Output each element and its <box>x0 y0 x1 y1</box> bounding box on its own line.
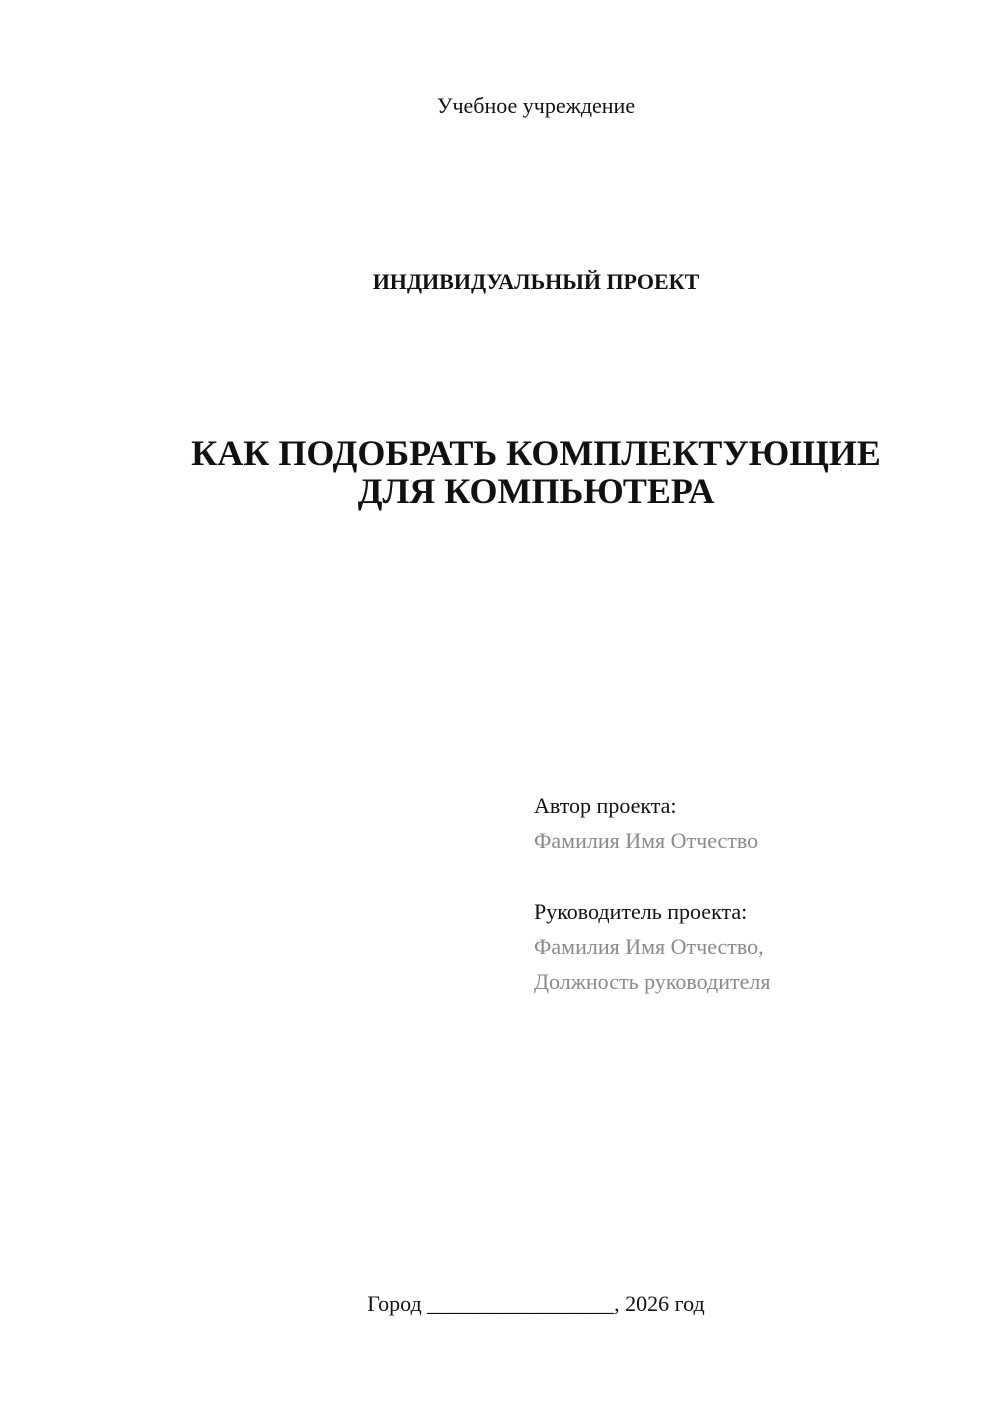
project-type-heading: ИНДИВИДУАЛЬНЫЙ ПРОЕКТ <box>372 269 700 294</box>
credits-spacer <box>534 858 974 894</box>
institution-name: Учебное учреждение <box>436 93 636 118</box>
project-title <box>72 434 1000 510</box>
author-name-placeholder: Фамилия Имя Отчество <box>534 828 759 853</box>
supervisor-name-placeholder: Фамилия Имя Отчество, <box>534 934 764 959</box>
city-year-footer: Город _________________, 2026 год <box>367 1291 705 1316</box>
supervisor-position-placeholder: Должность руководителя <box>534 969 771 994</box>
author-label: Автор проекта: <box>534 793 677 818</box>
credits-block <box>534 788 974 999</box>
project-title-line-2: ДЛЯ КОМПЬЮТЕРА <box>357 471 715 511</box>
project-title-line-1: КАК ПОДОБРАТЬ КОМПЛЕКТУЮЩИЕ <box>191 433 881 473</box>
supervisor-label: Руководитель проекта: <box>534 899 748 924</box>
